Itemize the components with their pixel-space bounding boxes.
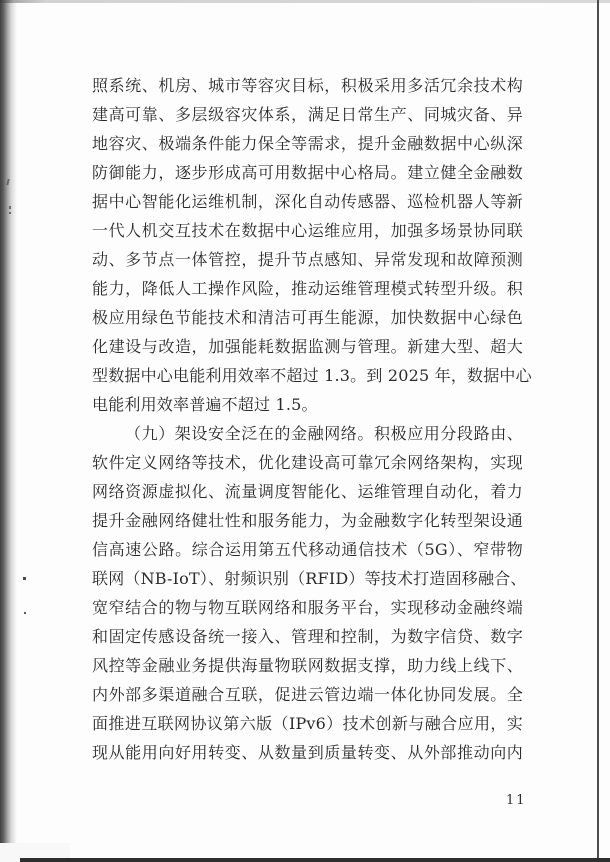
text-line: 防御能力，逐步形成高可用数据中心格局。建立健全金融数 (92, 163, 523, 182)
text-line: 现从能用向好用转变、从数量到质量转变、从外部推动向内 (92, 743, 523, 762)
text-line: 联网（NB-IoT）、射频识别（RFID）等技术打造固移融合、 (92, 569, 527, 588)
scan-speck (9, 212, 11, 214)
text-line: 极应用绿色节能技术和清洁可再生能源，加快数据中心绿色 (92, 308, 523, 327)
text-line: 风控等金融业务提供海量物联网数据支撑，助力线上线下、 (92, 656, 523, 675)
text-line: 能力，降低人工操作风险，推动运维管理模式转型升级。积 (92, 279, 523, 298)
text-line: 内外部多渠道融合互联，促进云管边端一体化协同发展。全 (92, 685, 523, 704)
text-line: 型数据中心电能利用效率不超过 1.3。到 2025 年，数据中心 (92, 366, 532, 385)
text-line: 和固定传感设备统一接入、管理和控制，为数字信贷、数字 (92, 627, 523, 646)
text-line: 信高速公路。综合运用第五代移动通信技术（5G）、窄带物 (92, 540, 523, 559)
scan-speck (23, 577, 26, 580)
text-line: 地容灾、极端条件能力保全等需求，提升金融数据中心纵深 (92, 134, 523, 153)
text-line: 化建设与改造，加强能耗数据监测与管理。新建大型、超大 (92, 337, 523, 356)
page-number: 11 (506, 793, 527, 808)
scan-edge-bottom (20, 858, 610, 862)
scan-edge-top (0, 0, 610, 3)
text-line-section-heading: （九）架设安全泛在的金融网络。积极应用分段路由、 (125, 424, 523, 443)
text-line: 据中心智能化运维机制，深化自动传感器、巡检机器人等新 (92, 192, 523, 211)
text-line: 提升金融网络健壮性和服务能力，为金融数字化转型架设通 (92, 511, 523, 530)
scan-speck (24, 612, 26, 614)
text-line: 一代人机交互技术在数据中心运维应用，加强多场景协同联 (92, 221, 523, 240)
text-line: 宽窄结合的物与物互联网络和服务平台，实现移动金融终端 (92, 598, 523, 617)
scan-edge-right (597, 0, 599, 862)
text-line: 网络资源虚拟化、流量调度智能化、运维管理自动化，着力 (92, 482, 523, 501)
text-line: 电能利用效率普遍不超过 1.5。 (92, 395, 318, 414)
scan-edge-left (0, 0, 18, 846)
text-line: 照系统、机房、城市等容灾目标，积极采用多活冗余技术构 (92, 76, 523, 95)
text-line: 动、多节点一体管控，提升节点感知、异常发现和故障预测 (92, 250, 523, 269)
scan-speck (9, 206, 11, 209)
text-line: 面推进互联网协议第六版（IPv6）技术创新与融合应用，实 (92, 714, 523, 733)
text-line: 建高可靠、多层级容灾体系，满足日常生产、同城灾备、异 (92, 105, 523, 124)
body-text (92, 71, 532, 767)
text-line: 软件定义网络等技术，优化建设高可靠冗余网络架构，实现 (92, 453, 523, 472)
